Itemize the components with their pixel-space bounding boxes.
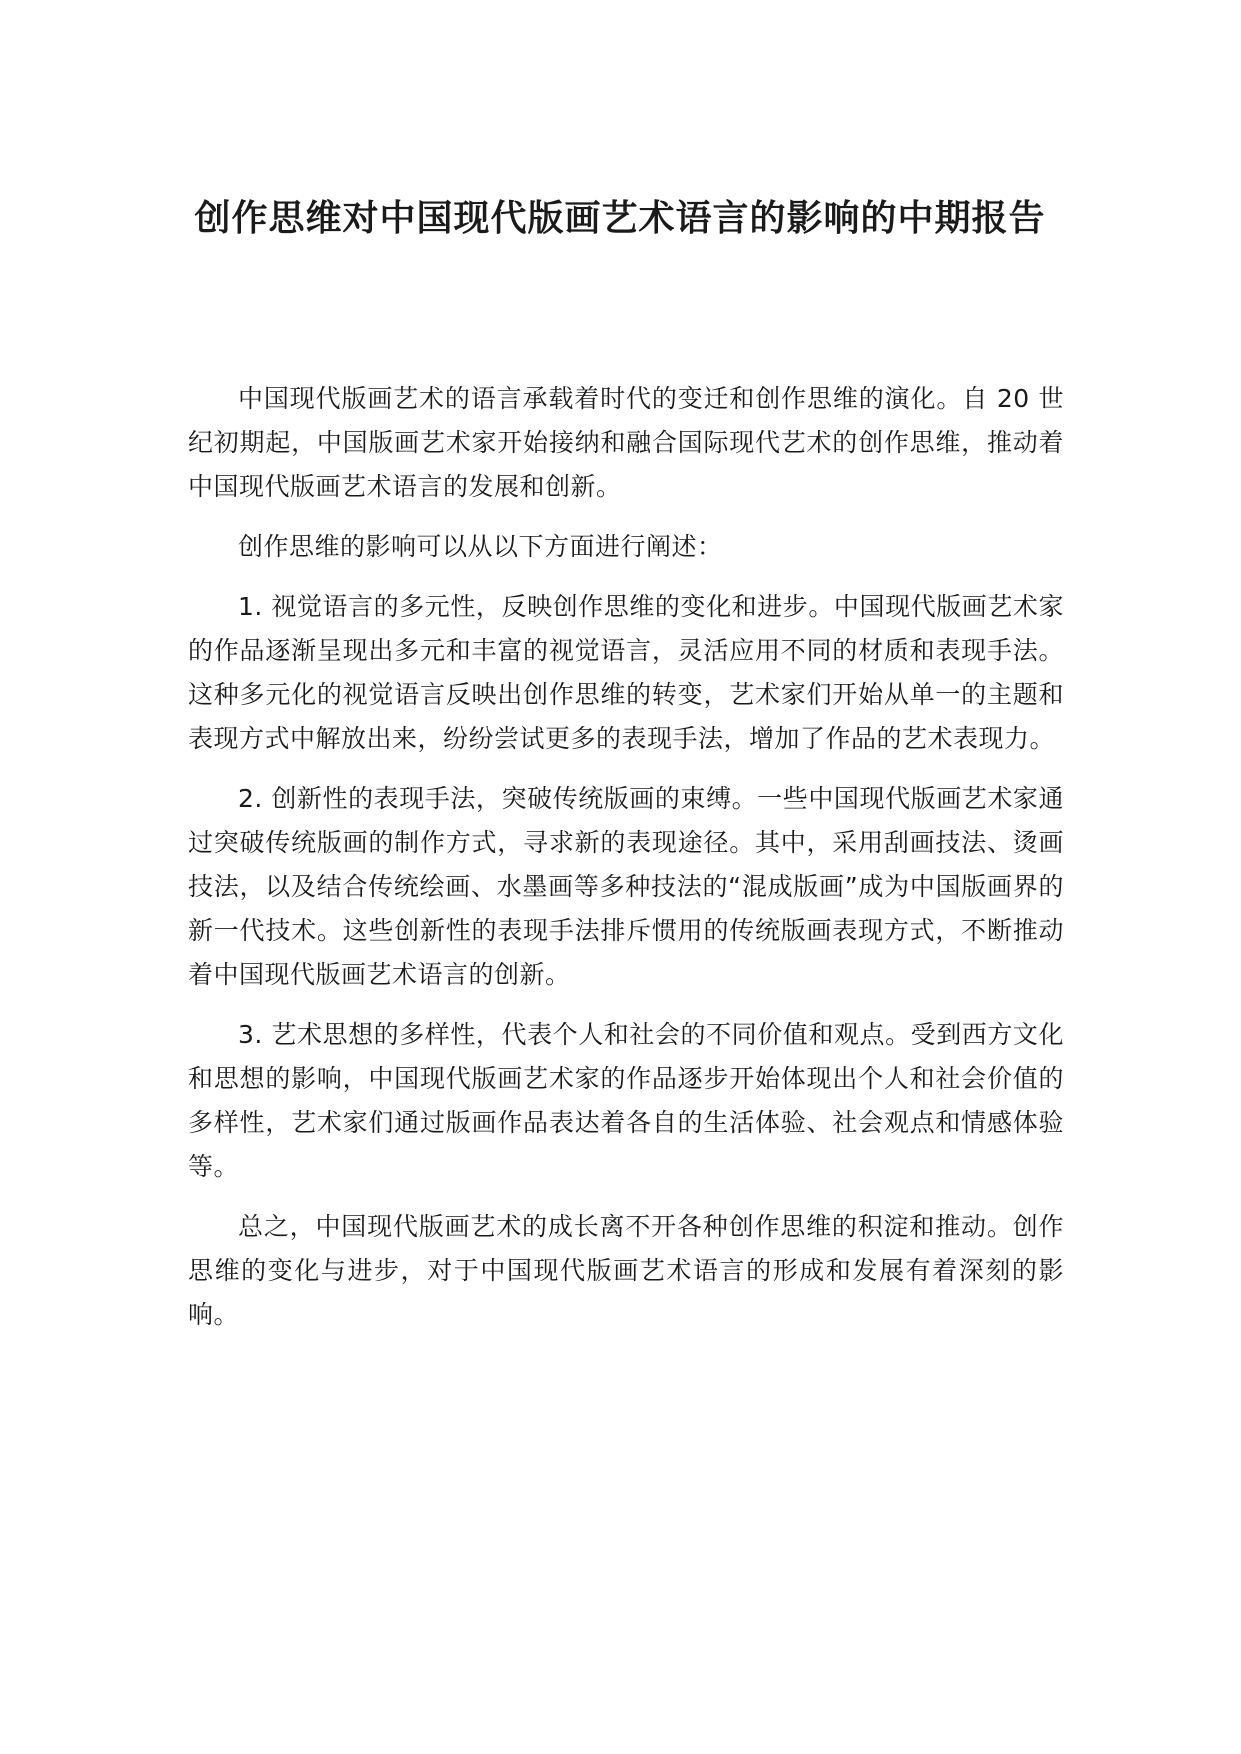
document-title: 创作思维对中国现代版画艺术语言的影响的中期报告	[194, 198, 1046, 239]
paragraph-conclusion: 总之，中国现代版画艺术的成长离不开各种创作思维的积淀和推动。创作思维的变化与进步，对于中国现代版画艺术语言的形成和发展有着深刻的影响。	[188, 1212, 1064, 1329]
paragraph-point-1: 1. 视觉语言的多元性，反映创作思维的变化和进步。中国现代版画艺术家的作品逐渐呈现出多元和丰富的视觉语言，灵活应用不同的材质和表现手法。这种多元化的视觉语言反映出创作思维的转变，艺术家们开始从单一的主题和表现方式中解放出来，纷纷尝试更多的表现手法，增加了作品的艺术表现力。	[188, 592, 1064, 753]
paragraph-point-2: 2. 创新性的表现手法，突破传统版画的束缚。一些中国现代版画艺术家通过突破传统版画的制作方式，寻求新的表现途径。其中，采用刮画技法、烫画技法，以及结合传统绘画、水墨画等多种技法的“混成版画”成为中国版画界的新一代技术。这些创新性的表现手法排斥惯用的传统版画表现方式，不断推动着中国现代版画艺术语言的创新。	[188, 784, 1064, 989]
paragraph-lead: 创作思维的影响可以从以下方面进行阐述：	[238, 532, 723, 561]
document-body	[188, 377, 1064, 1353]
paragraph-intro: 中国现代版画艺术的语言承载着时代的变迁和创作思维的演化。自 20 世纪初期起，中国版画艺术家开始接纳和融合国际现代艺术的创作思维，推动着中国现代版画艺术语言的发展和创新。	[188, 384, 1064, 501]
paragraph-point-3: 3. 艺术思想的多样性，代表个人和社会的不同价值和观点。受到西方文化和思想的影响，中国现代版画艺术家的作品逐步开始体现出个人和社会价值的多样性，艺术家们通过版画作品表达着各自的生活体验、社会观点和情感体验等。	[188, 1020, 1064, 1181]
